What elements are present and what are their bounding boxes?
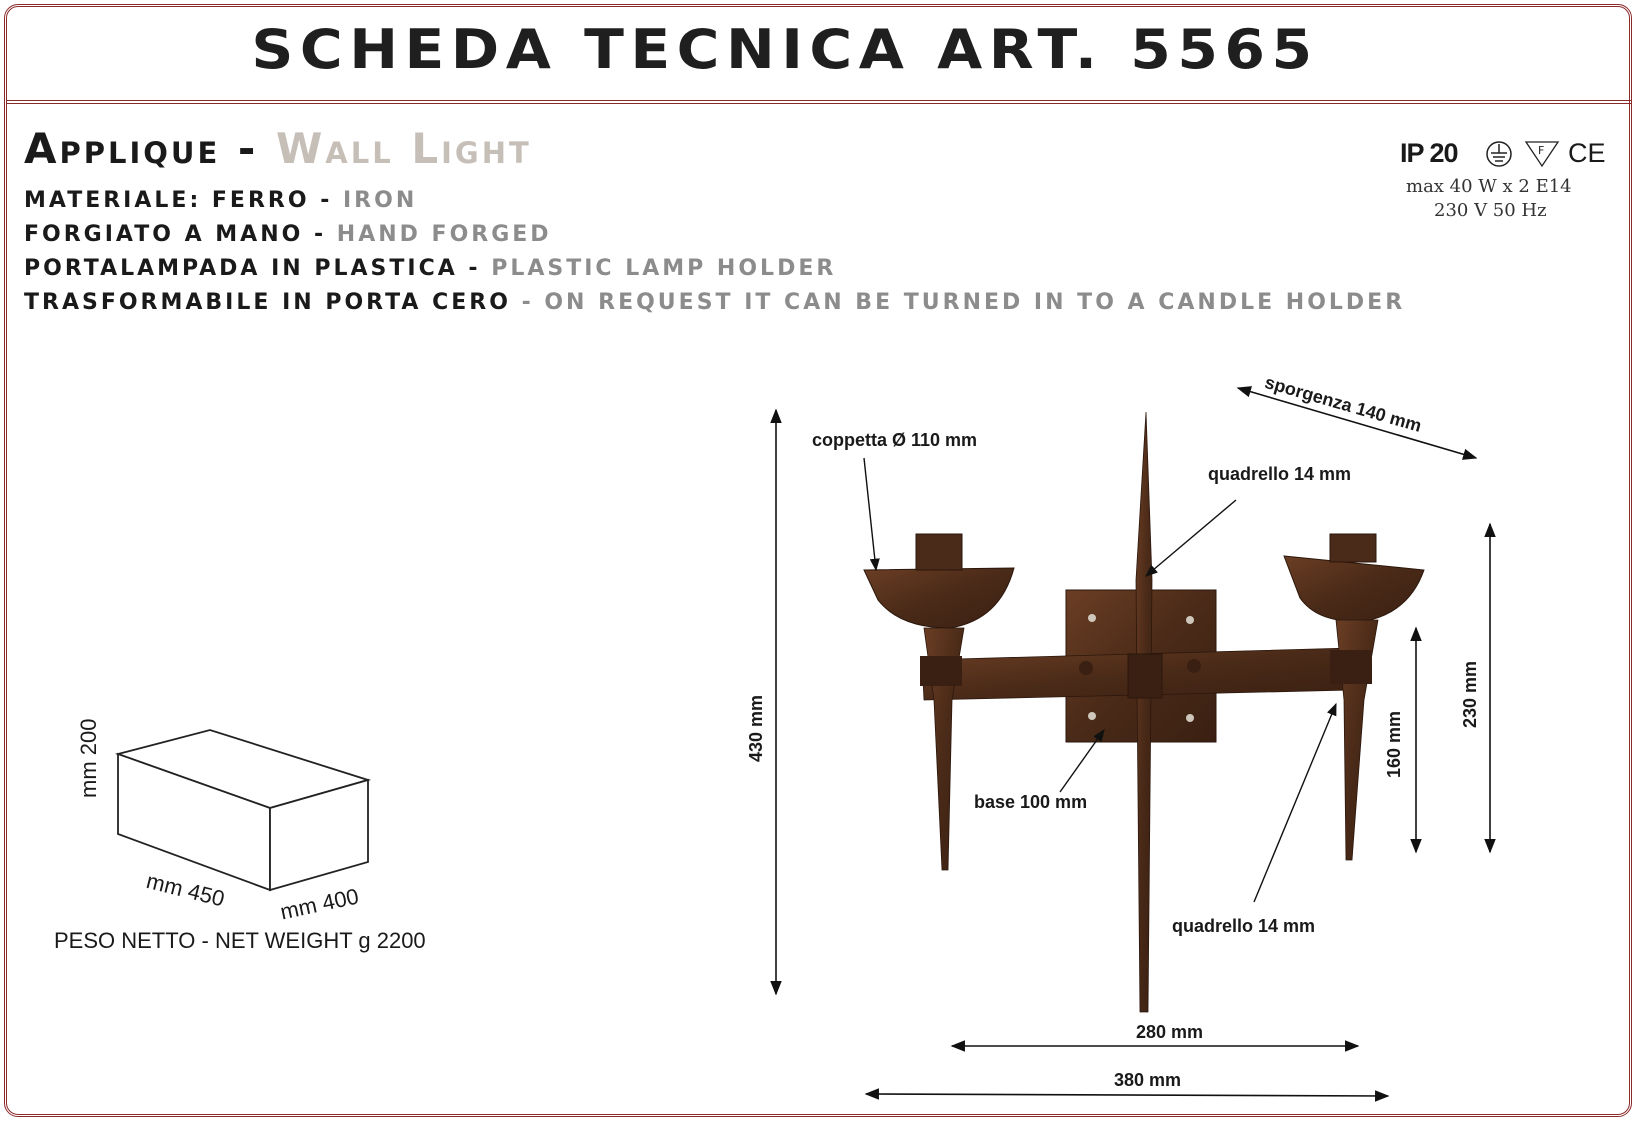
product-name-it: Applique -: [24, 124, 259, 173]
svg-text:F: F: [1538, 144, 1545, 157]
package-length-label: mm 450: [143, 868, 228, 912]
spec-en: HAND FORGED: [336, 222, 552, 247]
total-height-label: 430 mm: [746, 694, 766, 762]
arm-height-label: 160 mm: [1384, 710, 1404, 778]
spec-it: MATERIALE: FERRO -: [24, 188, 343, 213]
page-title: SCHEDA TECNICA ART. 5565: [251, 18, 1319, 81]
spec-en: - ON REQUEST IT CAN BE TURNED IN TO A CANDLE HOLDER: [510, 290, 1406, 315]
ce-mark: CE: [1568, 138, 1606, 168]
power-spec: max 40 W x 2 E14: [1406, 176, 1572, 197]
side-height-label: 230 mm: [1460, 660, 1480, 728]
spec-it: FORGIATO A MANO -: [24, 222, 337, 247]
spec-en: IRON: [343, 188, 418, 213]
spec-it: TRASFORMABILE IN PORTA CERO: [24, 290, 511, 315]
base-label: base 100 mm: [974, 792, 1088, 812]
inner-width-label: 280 mm: [1136, 1022, 1204, 1042]
package-depth-label: mm 400: [278, 883, 361, 925]
ip-rating: IP 20: [1400, 138, 1458, 168]
package-height-label: mm 200: [76, 718, 101, 798]
projection-label: sporgenza 140 mm: [1262, 372, 1424, 436]
square-top-label: quadrello 14 mm: [1208, 464, 1352, 484]
product-name-en: Wall Light: [275, 124, 532, 173]
cup-diameter-label: coppetta Ø 110 mm: [812, 430, 978, 450]
spec-en: PLASTIC LAMP HOLDER: [491, 256, 837, 281]
outer-width-label: 380 mm: [1114, 1070, 1182, 1090]
voltage-spec: 230 V 50 Hz: [1434, 200, 1547, 221]
spec-it: PORTALAMPADA IN PLASTICA -: [24, 256, 492, 281]
square-bottom-label: quadrello 14 mm: [1172, 916, 1316, 936]
net-weight: PESO NETTO - NET WEIGHT g 2200: [54, 928, 426, 953]
